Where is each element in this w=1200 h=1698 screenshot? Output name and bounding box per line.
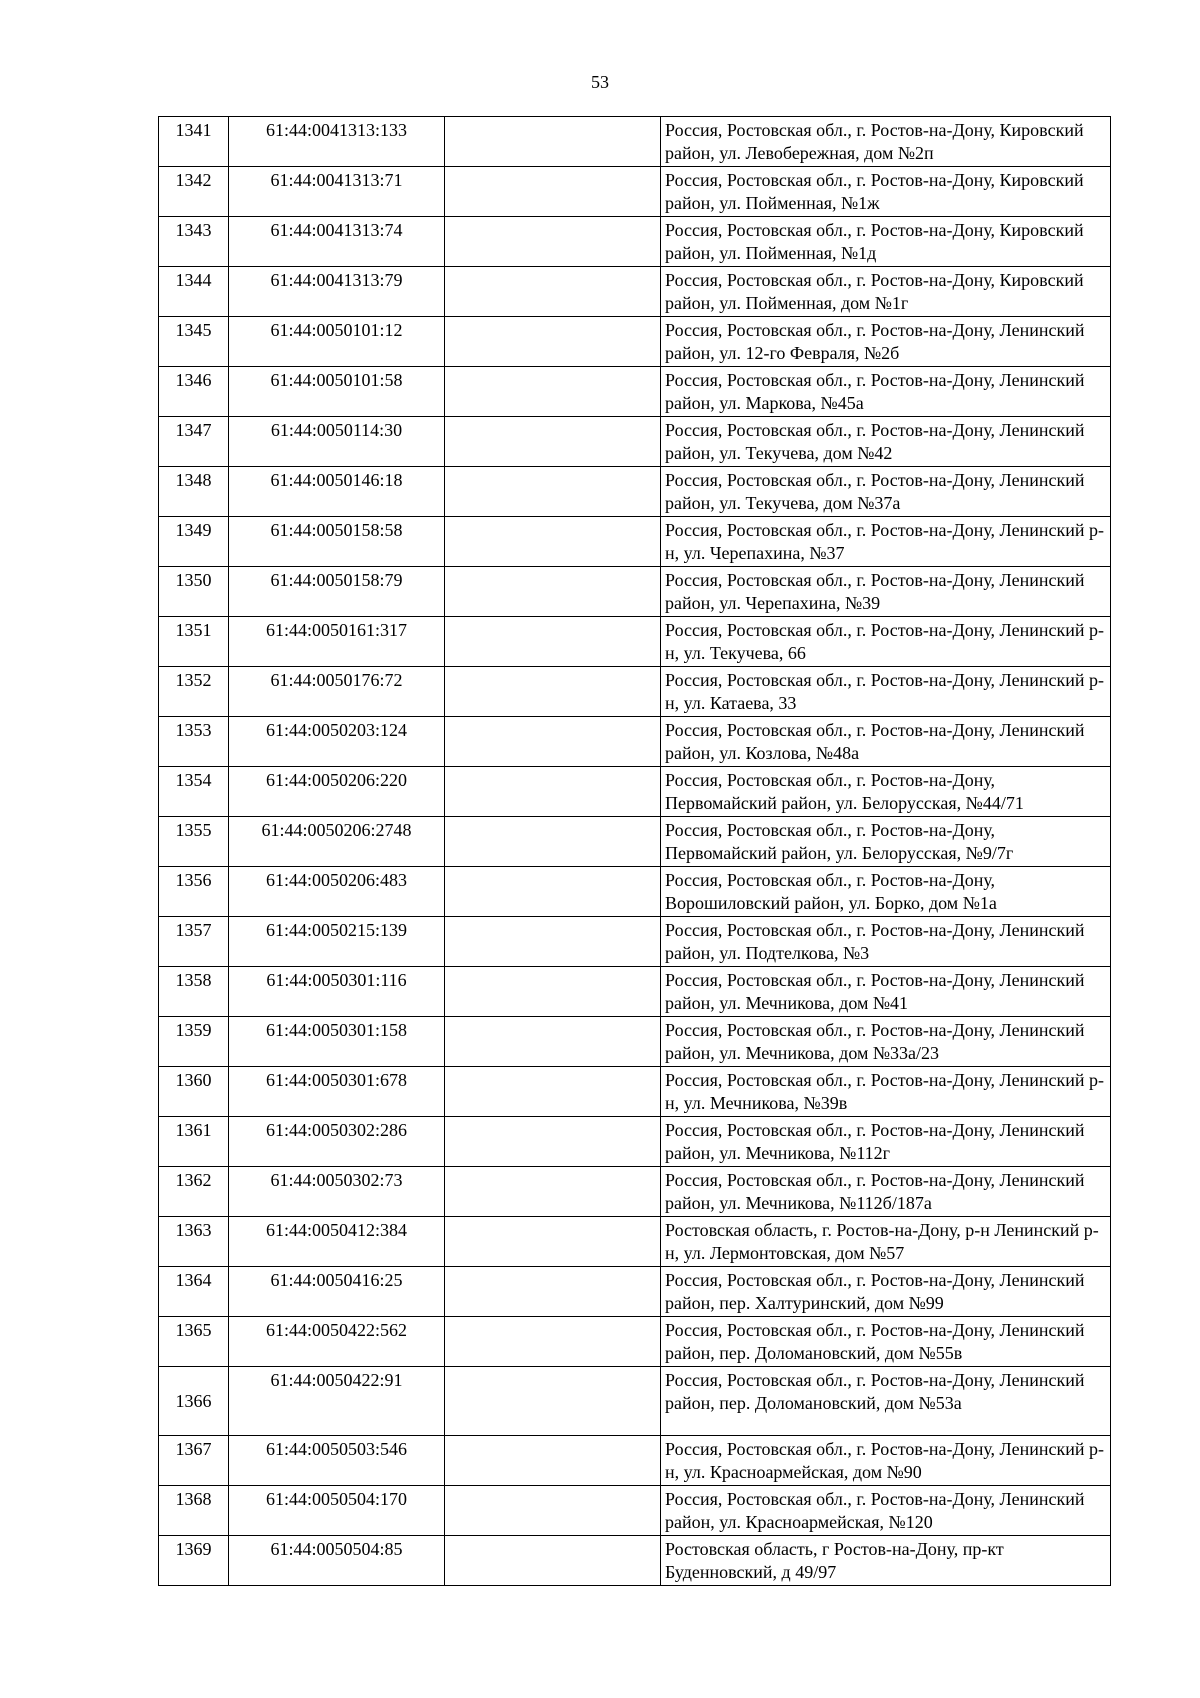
table-row [159, 267, 1111, 317]
address: Россия, Ростовская обл., г. Ростов-на-Дону, Ленинский район, ул. Текучева, дом №37а [661, 467, 1111, 517]
cadastral-number: 61:44:0050146:18 [229, 467, 445, 517]
table-row [159, 567, 1111, 617]
empty-cell [445, 417, 661, 467]
empty-cell [445, 467, 661, 517]
empty-cell [445, 1536, 661, 1586]
address: Россия, Ростовская обл., г. Ростов-на-Дону, Ленинский район, ул. Мечникова, №112б/187а [661, 1167, 1111, 1217]
table-row [159, 467, 1111, 517]
table-row [159, 1486, 1111, 1536]
cadastral-number: 61:44:0050158:79 [229, 567, 445, 617]
empty-cell [445, 667, 661, 717]
empty-cell [445, 1117, 661, 1167]
empty-cell [445, 617, 661, 667]
cadastral-number: 61:44:0050302:73 [229, 1167, 445, 1217]
address: Россия, Ростовская обл., г. Ростов-на-Дону, Ленинский район, ул. Текучева, дом №42 [661, 417, 1111, 467]
empty-cell [445, 1367, 661, 1436]
address: Россия, Ростовская обл., г. Ростов-на-Дону, Ленинский район, ул. Черепахина, №39 [661, 567, 1111, 617]
address: Россия, Ростовская обл., г. Ростов-на-Дону, Кировский район, ул. Левобережная, дом №2п [661, 117, 1111, 167]
cadastral-number: 61:44:0050206:220 [229, 767, 445, 817]
table-row [159, 617, 1111, 667]
row-number: 1354 [159, 767, 229, 817]
table-row [159, 217, 1111, 267]
row-number: 1359 [159, 1017, 229, 1067]
address: Россия, Ростовская обл., г. Ростов-на-Дону, Ленинский район, пер. Халтуринский, дом №99 [661, 1267, 1111, 1317]
address: Ростовская область, г. Ростов-на-Дону, р-н Ленинский р-н, ул. Лермонтовская, дом №57 [661, 1217, 1111, 1267]
empty-cell [445, 367, 661, 417]
empty-cell [445, 1267, 661, 1317]
empty-cell [445, 867, 661, 917]
empty-cell [445, 1486, 661, 1536]
empty-cell [445, 967, 661, 1017]
address: Россия, Ростовская обл., г. Ростов-на-Дону, Кировский район, ул. Пойменная, №1д [661, 217, 1111, 267]
address: Россия, Ростовская обл., г. Ростов-на-Дону, Ленинский район, ул. Козлова, №48а [661, 717, 1111, 767]
row-number: 1369 [159, 1536, 229, 1586]
row-number: 1356 [159, 867, 229, 917]
cadastral-number: 61:44:0050176:72 [229, 667, 445, 717]
row-number: 1341 [159, 117, 229, 167]
row-number: 1360 [159, 1067, 229, 1117]
address: Россия, Ростовская обл., г. Ростов-на-Дону, Ленинский район, пер. Доломановский, дом №55в [661, 1317, 1111, 1367]
cadastral-number: 61:44:0050114:30 [229, 417, 445, 467]
cadastral-number: 61:44:0050215:139 [229, 917, 445, 967]
table-row [159, 1436, 1111, 1486]
table-row [159, 1067, 1111, 1117]
table-row [159, 967, 1111, 1017]
empty-cell [445, 317, 661, 367]
empty-cell [445, 717, 661, 767]
empty-cell [445, 1217, 661, 1267]
address: Россия, Ростовская обл., г. Ростов-на-Дону, Ленинский район, ул. Подтелкова, №3 [661, 917, 1111, 967]
row-number: 1342 [159, 167, 229, 217]
row-number: 1345 [159, 317, 229, 367]
table-row [159, 767, 1111, 817]
row-number: 1357 [159, 917, 229, 967]
address: Россия, Ростовская обл., г. Ростов-на-Дону, Кировский район, ул. Пойменная, дом №1г [661, 267, 1111, 317]
table-row [159, 1536, 1111, 1586]
cadastral-number: 61:44:0050504:85 [229, 1536, 445, 1586]
address: Россия, Ростовская обл., г. Ростов-на-Дону, Ленинский район, ул. Маркова, №45а [661, 367, 1111, 417]
row-number: 1362 [159, 1167, 229, 1217]
cadastral-number: 61:44:0050422:562 [229, 1317, 445, 1367]
cadastral-number: 61:44:0050206:483 [229, 867, 445, 917]
empty-cell [445, 1067, 661, 1117]
row-number: 1348 [159, 467, 229, 517]
address: Россия, Ростовская обл., г. Ростов-на-Дону, Ленинский р-н, ул. Текучева, 66 [661, 617, 1111, 667]
address: Россия, Ростовская обл., г. Ростов-на-Дону, Ленинский р-н, ул. Катаева, 33 [661, 667, 1111, 717]
address: Россия, Ростовская обл., г. Ростов-на-Дону, Первомайский район, ул. Белорусская, №44/71 [661, 767, 1111, 817]
address: Россия, Ростовская обл., г. Ростов-на-Дону, Ленинский район, ул. Мечникова, №112г [661, 1117, 1111, 1167]
table-row [159, 317, 1111, 367]
cadastral-number: 61:44:0050504:170 [229, 1486, 445, 1536]
empty-cell [445, 517, 661, 567]
row-number: 1358 [159, 967, 229, 1017]
address: Россия, Ростовская обл., г. Ростов-на-Дону, Ленинский район, пер. Доломановский, дом №53а [661, 1367, 1111, 1436]
empty-cell [445, 1436, 661, 1486]
cadastral-number: 61:44:0050158:58 [229, 517, 445, 567]
cadastral-number: 61:44:0050161:317 [229, 617, 445, 667]
empty-cell [445, 567, 661, 617]
row-number: 1352 [159, 667, 229, 717]
address: Ростовская область, г Ростов-на-Дону, пр-кт Буденновский, д 49/97 [661, 1536, 1111, 1586]
table-row [159, 717, 1111, 767]
row-number: 1347 [159, 417, 229, 467]
empty-cell [445, 217, 661, 267]
empty-cell [445, 917, 661, 967]
row-number: 1366 [159, 1367, 229, 1436]
table-row [159, 1267, 1111, 1317]
table-body [159, 117, 1111, 1586]
row-number: 1361 [159, 1117, 229, 1167]
row-number: 1346 [159, 367, 229, 417]
address: Россия, Ростовская обл., г. Ростов-на-Дону, Ленинский район, ул. Мечникова, дом №33а/23 [661, 1017, 1111, 1067]
row-number: 1355 [159, 817, 229, 867]
address: Россия, Ростовская обл., г. Ростов-на-Дону, Ленинский р-н, ул. Красноармейская, дом №90 [661, 1436, 1111, 1486]
table-row [159, 367, 1111, 417]
cadastral-number: 61:44:0050412:384 [229, 1217, 445, 1267]
address: Россия, Ростовская обл., г. Ростов-на-Дону, Ленинский район, ул. Красноармейская, №120 [661, 1486, 1111, 1536]
empty-cell [445, 1017, 661, 1067]
empty-cell [445, 767, 661, 817]
cadastral-number: 61:44:0041313:74 [229, 217, 445, 267]
row-number: 1353 [159, 717, 229, 767]
empty-cell [445, 117, 661, 167]
empty-cell [445, 167, 661, 217]
address: Россия, Ростовская обл., г. Ростов-на-Дону, Кировский район, ул. Пойменная, №1ж [661, 167, 1111, 217]
page-number: 53 [591, 72, 609, 92]
property-registry-table [158, 116, 1111, 1586]
cadastral-number: 61:44:0050101:12 [229, 317, 445, 367]
address: Россия, Ростовская обл., г. Ростов-на-Дону, Ворошиловский район, ул. Борко, дом №1а [661, 867, 1111, 917]
row-number: 1365 [159, 1317, 229, 1367]
row-number: 1363 [159, 1217, 229, 1267]
cadastral-number: 61:44:0041313:71 [229, 167, 445, 217]
empty-cell [445, 817, 661, 867]
cadastral-number: 61:44:0050101:58 [229, 367, 445, 417]
cadastral-number: 61:44:0050503:546 [229, 1436, 445, 1486]
address: Россия, Ростовская обл., г. Ростов-на-Дону, Первомайский район, ул. Белорусская, №9/7г [661, 817, 1111, 867]
empty-cell [445, 267, 661, 317]
cadastral-number: 61:44:0050206:2748 [229, 817, 445, 867]
row-number: 1344 [159, 267, 229, 317]
row-number: 1364 [159, 1267, 229, 1317]
row-number: 1343 [159, 217, 229, 267]
address: Россия, Ростовская обл., г. Ростов-на-Дону, Ленинский район, ул. 12-го Февраля, №2б [661, 317, 1111, 367]
row-number: 1367 [159, 1436, 229, 1486]
table-row [159, 1317, 1111, 1367]
table-row [159, 117, 1111, 167]
table-row [159, 817, 1111, 867]
cadastral-number: 61:44:0050422:91 [229, 1367, 445, 1436]
table-row [159, 417, 1111, 467]
table-row [159, 1117, 1111, 1167]
cadastral-number: 61:44:0050301:158 [229, 1017, 445, 1067]
table-row [159, 1167, 1111, 1217]
row-number: 1350 [159, 567, 229, 617]
address: Россия, Ростовская обл., г. Ростов-на-Дону, Ленинский район, ул. Мечникова, дом №41 [661, 967, 1111, 1017]
cadastral-number: 61:44:0041313:79 [229, 267, 445, 317]
cadastral-number: 61:44:0050203:124 [229, 717, 445, 767]
empty-cell [445, 1317, 661, 1367]
address: Россия, Ростовская обл., г. Ростов-на-Дону, Ленинский р-н, ул. Черепахина, №37 [661, 517, 1111, 567]
table-row [159, 1367, 1111, 1436]
row-number: 1351 [159, 617, 229, 667]
table-row [159, 1217, 1111, 1267]
cadastral-number: 61:44:0050416:25 [229, 1267, 445, 1317]
cadastral-number: 61:44:0050301:116 [229, 967, 445, 1017]
table-row [159, 1017, 1111, 1067]
table-row [159, 917, 1111, 967]
table-row [159, 667, 1111, 717]
cadastral-number: 61:44:0050302:286 [229, 1117, 445, 1167]
table-row [159, 167, 1111, 217]
row-number: 1368 [159, 1486, 229, 1536]
table-row [159, 867, 1111, 917]
row-number: 1349 [159, 517, 229, 567]
cadastral-number: 61:44:0041313:133 [229, 117, 445, 167]
empty-cell [445, 1167, 661, 1217]
address: Россия, Ростовская обл., г. Ростов-на-Дону, Ленинский р-н, ул. Мечникова, №39в [661, 1067, 1111, 1117]
cadastral-number: 61:44:0050301:678 [229, 1067, 445, 1117]
table-row [159, 517, 1111, 567]
